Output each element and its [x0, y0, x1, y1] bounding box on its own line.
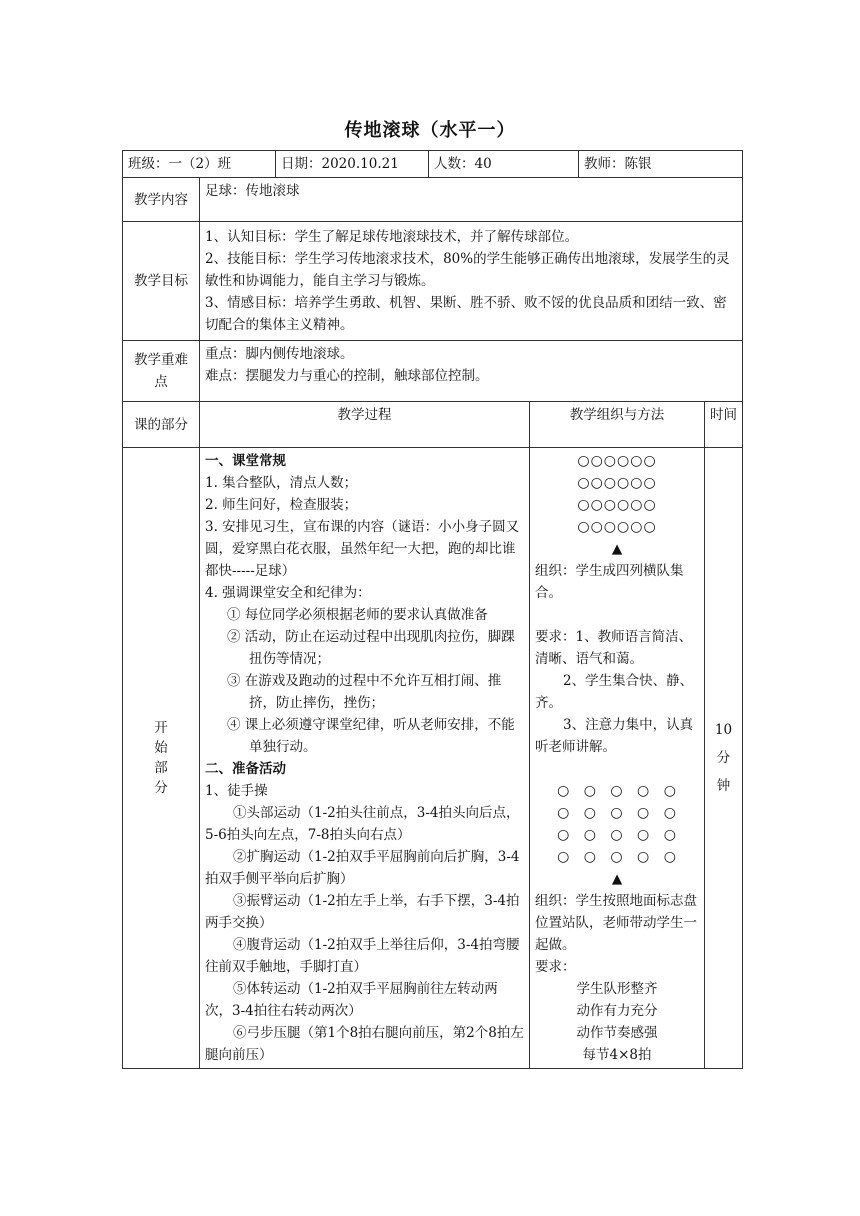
routine-item: 2. 师生问好，检查服装； [205, 497, 358, 513]
part-cell [123, 448, 200, 1069]
exercise-item: ②扩胸运动（1-2拍双手平屈胸前向后扩胸，3-4拍双手侧平举向后扩胸） [205, 849, 520, 887]
exercise-item: ③振臂运动（1-2拍左手上举，右手下摆，3-4拍两手交换） [205, 893, 520, 931]
teacher-cell: 教师：陈银 [579, 151, 743, 178]
formation-row: ○ ○ ○ ○ ○ [557, 805, 677, 821]
requirement-label: 要求： [535, 959, 576, 975]
requirement-item: 动作节奏感强 [576, 1025, 658, 1041]
formation-row: ○ ○ ○ ○ ○ [557, 849, 677, 865]
part-name: 开始部分 [154, 720, 168, 796]
requirement-note: 3、注意力集中，认真听老师讲解。 [535, 717, 694, 755]
count-cell: 人数：40 [429, 151, 579, 178]
organization-note: 组织：学生成四列横队集合。 [535, 563, 684, 601]
safety-item: ④ 课上必须遵守课堂纪律，听从老师安排，不能单独行动。 [227, 717, 515, 755]
key-point: 重点：脚内侧传地滚球。 [205, 346, 354, 362]
keypoints-label: 教学重难点 [123, 341, 200, 402]
formation-row: ○○○○○○ [577, 497, 657, 513]
document-title: 传地滚球（水平一） [344, 120, 516, 141]
date-cell: 日期：2020.10.21 [276, 151, 429, 178]
column-header-row [123, 402, 743, 448]
formation-row: ○ ○ ○ ○ ○ [557, 827, 677, 843]
formation-row: ○ ○ ○ ○ ○ [557, 783, 677, 799]
info-row [123, 151, 743, 178]
requirement-item: 每节4×8拍 [582, 1047, 652, 1063]
routine-item: 4. 强调课堂安全和纪律为： [205, 585, 371, 601]
exercise-item: ⑥弓步压腿（第1个8拍右腿向前压，第2个8拍左腿向前压） [205, 1025, 524, 1063]
formation-row: ○○○○○○ [577, 475, 657, 491]
goal-item: 1、认知目标：学生了解足球传地滚球技术，并了解传球部位。 [205, 229, 579, 245]
content-label: 教学内容 [123, 178, 200, 222]
requirement-note: 要求：1、教师语言简洁、清晰、语气和蔼。 [535, 629, 693, 667]
method-cell [530, 448, 705, 1069]
keypoints-text [200, 341, 743, 402]
exercise-item: ①头部运动（1-2拍头往前点，3-4拍头向后点，5-6拍头向左点，7-8拍头向右点） [205, 805, 520, 843]
col-time: 时间 [705, 402, 743, 448]
difficult-point: 难点：摆腿发力与重心的控制，触球部位控制。 [205, 368, 489, 384]
lesson-plan-table [122, 150, 743, 1069]
col-part: 课的部分 [123, 402, 200, 448]
col-process: 教学过程 [200, 402, 530, 448]
safety-item: ② 活动，防止在运动过程中出现肌肉拉伤，脚踝扭伤等情况； [227, 629, 515, 667]
requirement-item: 学生队形整齐 [576, 981, 658, 997]
goal-item: 2、技能目标：学生学习传地滚求技术，80%的学生能够正确传出地滚球，发展学生的灵敏性和协调能力，能自主学习与锻炼。 [205, 251, 730, 289]
exercise-item: ④腹背运动（1-2拍双手上举往后仰，3-4拍弯腰往前双手触地，手脚打直） [205, 937, 520, 975]
content-row [123, 178, 743, 222]
exercise-item: ⑤体转运动（1-2拍双手平屈胸前往左转动两次，3-4拍往右转动两次） [205, 981, 498, 1019]
requirement-note: 2、学生集合快、静、齐。 [535, 673, 694, 711]
warmup-title: 二、准备活动 [205, 761, 286, 777]
keypoints-row [123, 341, 743, 402]
goals-label: 教学目标 [123, 222, 200, 341]
goals-row [123, 222, 743, 341]
teacher-marker: ▲ [611, 541, 623, 557]
section-time: 10分钟 [714, 722, 733, 794]
routine-title: 一、课堂常规 [205, 453, 286, 469]
routine-item: 3. 安排见习生，宣布课的内容（谜语：小小身子圆又圆，爱穿黑白花衣服，虽然年纪一大把，跑的却比谁都快-----足球） [205, 519, 520, 579]
goal-item: 3、情感目标：培养学生勇敢、机智、果断、胜不骄、败不馁的优良品质和团结一致、密切配合的集体主义精神。 [205, 295, 727, 333]
start-section-row [123, 448, 743, 1069]
teacher-marker: ▲ [611, 871, 623, 887]
routine-item: 1. 集合整队，清点人数； [205, 475, 358, 491]
time-cell [705, 448, 743, 1069]
formation-row: ○○○○○○ [577, 519, 657, 535]
process-cell [200, 448, 530, 1069]
goals-text [200, 222, 743, 341]
col-method: 教学组织与方法 [530, 402, 705, 448]
content-text: 足球：传地滚球 [200, 178, 743, 222]
safety-item: ③ 在游戏及跑动的过程中不允许互相打闹、推挤，防止摔伤，挫伤； [227, 673, 502, 711]
safety-item: ① 每位同学必须根据老师的要求认真做准备 [227, 607, 488, 623]
formation-row: ○○○○○○ [577, 453, 657, 469]
warmup-sub: 1、徒手操 [205, 783, 268, 799]
requirement-item: 动作有力充分 [576, 1003, 658, 1019]
organization-note: 组织：学生按照地面标志盘位置站队，老师带动学生一起做。 [535, 893, 698, 953]
class-cell: 班级：一（2）班 [123, 151, 276, 178]
